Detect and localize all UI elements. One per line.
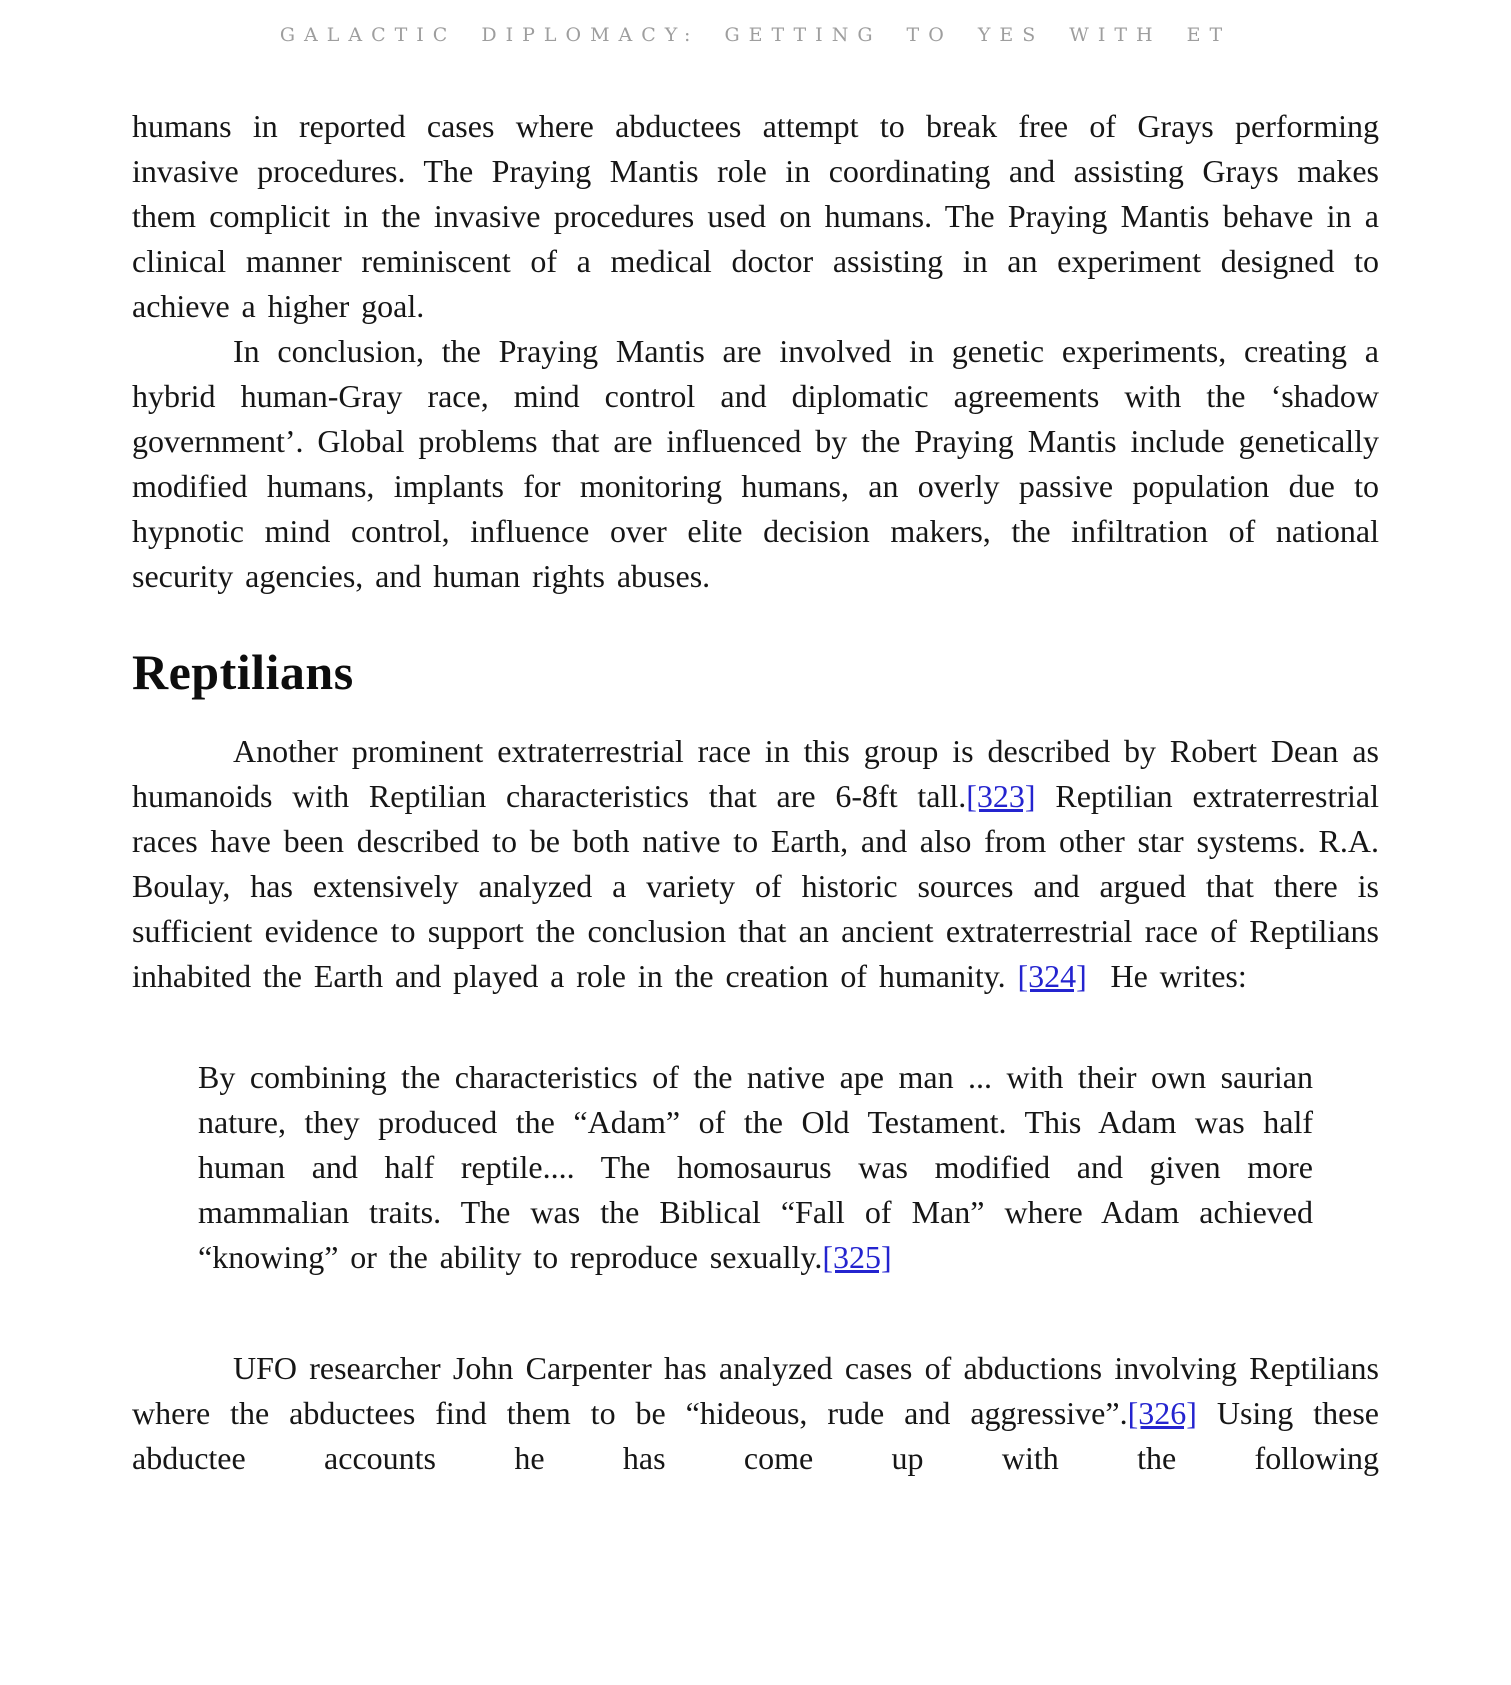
blockquote-boulay-quote xyxy=(198,1055,1313,1280)
footnote-link-323[interactable]: [323] xyxy=(966,778,1036,814)
footnote-link-324[interactable]: [324] xyxy=(1017,958,1087,994)
footnote-link-326[interactable]: [326] xyxy=(1127,1395,1197,1431)
quote-text: By combining the characteristics of the native ape man ... with their own saurian nature, they produced the “Adam” of the Old Testament. This Adam was half human and half reptile.... The homosaurus was modified and given more mammalian traits. The was the Biblical “Fall of Man” where Adam achieved “knowing” or the ability to reproduce sexually. xyxy=(198,1059,1313,1275)
paragraph-text: Reptilian extraterrestrial races have been described to be both native to Earth, and also from other star systems. R.A. Boulay, has extensively analyzed a variety of historic sources and argued that there is sufficient evidence to support the conclusion that an ancient extraterrestrial race of Reptilians inhabited the Earth and played a role in the creation of humanity. xyxy=(132,778,1379,994)
paragraph-text: UFO researcher John Carpenter has analyzed cases of abductions involving Reptilians where the abductees find them to be “hideous, rude and aggressive”. xyxy=(132,1350,1379,1431)
paragraph-reptilians-intro xyxy=(132,729,1379,999)
paragraph-conclusion: In conclusion, the Praying Mantis are involved in genetic experiments, creating a hybrid human-Gray race, mind control and diplomatic agreements with the ‘shadow government’. Global problems that are influenced by the Praying Mantis include genetically modified humans, implants for monitoring humans, an overly passive population due to hypnotic mind control, influence over elite decision makers, the infiltration of national security agencies, and human rights abuses. xyxy=(132,333,1379,594)
paragraph-carpenter xyxy=(132,1346,1379,1481)
section-heading-reptilians: Reptilians xyxy=(132,644,354,700)
running-header: GALACTIC DIPLOMACY: GETTING TO YES WITH ET xyxy=(279,24,1232,46)
footnote-link-325[interactable]: [325] xyxy=(822,1239,892,1275)
paragraph-text: He writes: xyxy=(1086,958,1247,994)
paragraph-text: Another prominent extraterrestrial race in this group is described by Robert Dean as humanoids with Reptilian characteristics that are 6-8ft tall. xyxy=(132,733,1379,814)
paragraph-praying-mantis-continued: humans in reported cases where abductees attempt to break free of Grays performing invasive procedures. The Praying Mantis role in coordinating and assisting Grays makes them complicit in the invasive procedures used on humans. The Praying Mantis behave in a clinical manner reminiscent of a medical doctor assisting in an experiment designed to achieve a higher goal. xyxy=(132,108,1379,324)
paragraph-text: Using these abductee accounts he has come up with the following xyxy=(132,1395,1380,1476)
